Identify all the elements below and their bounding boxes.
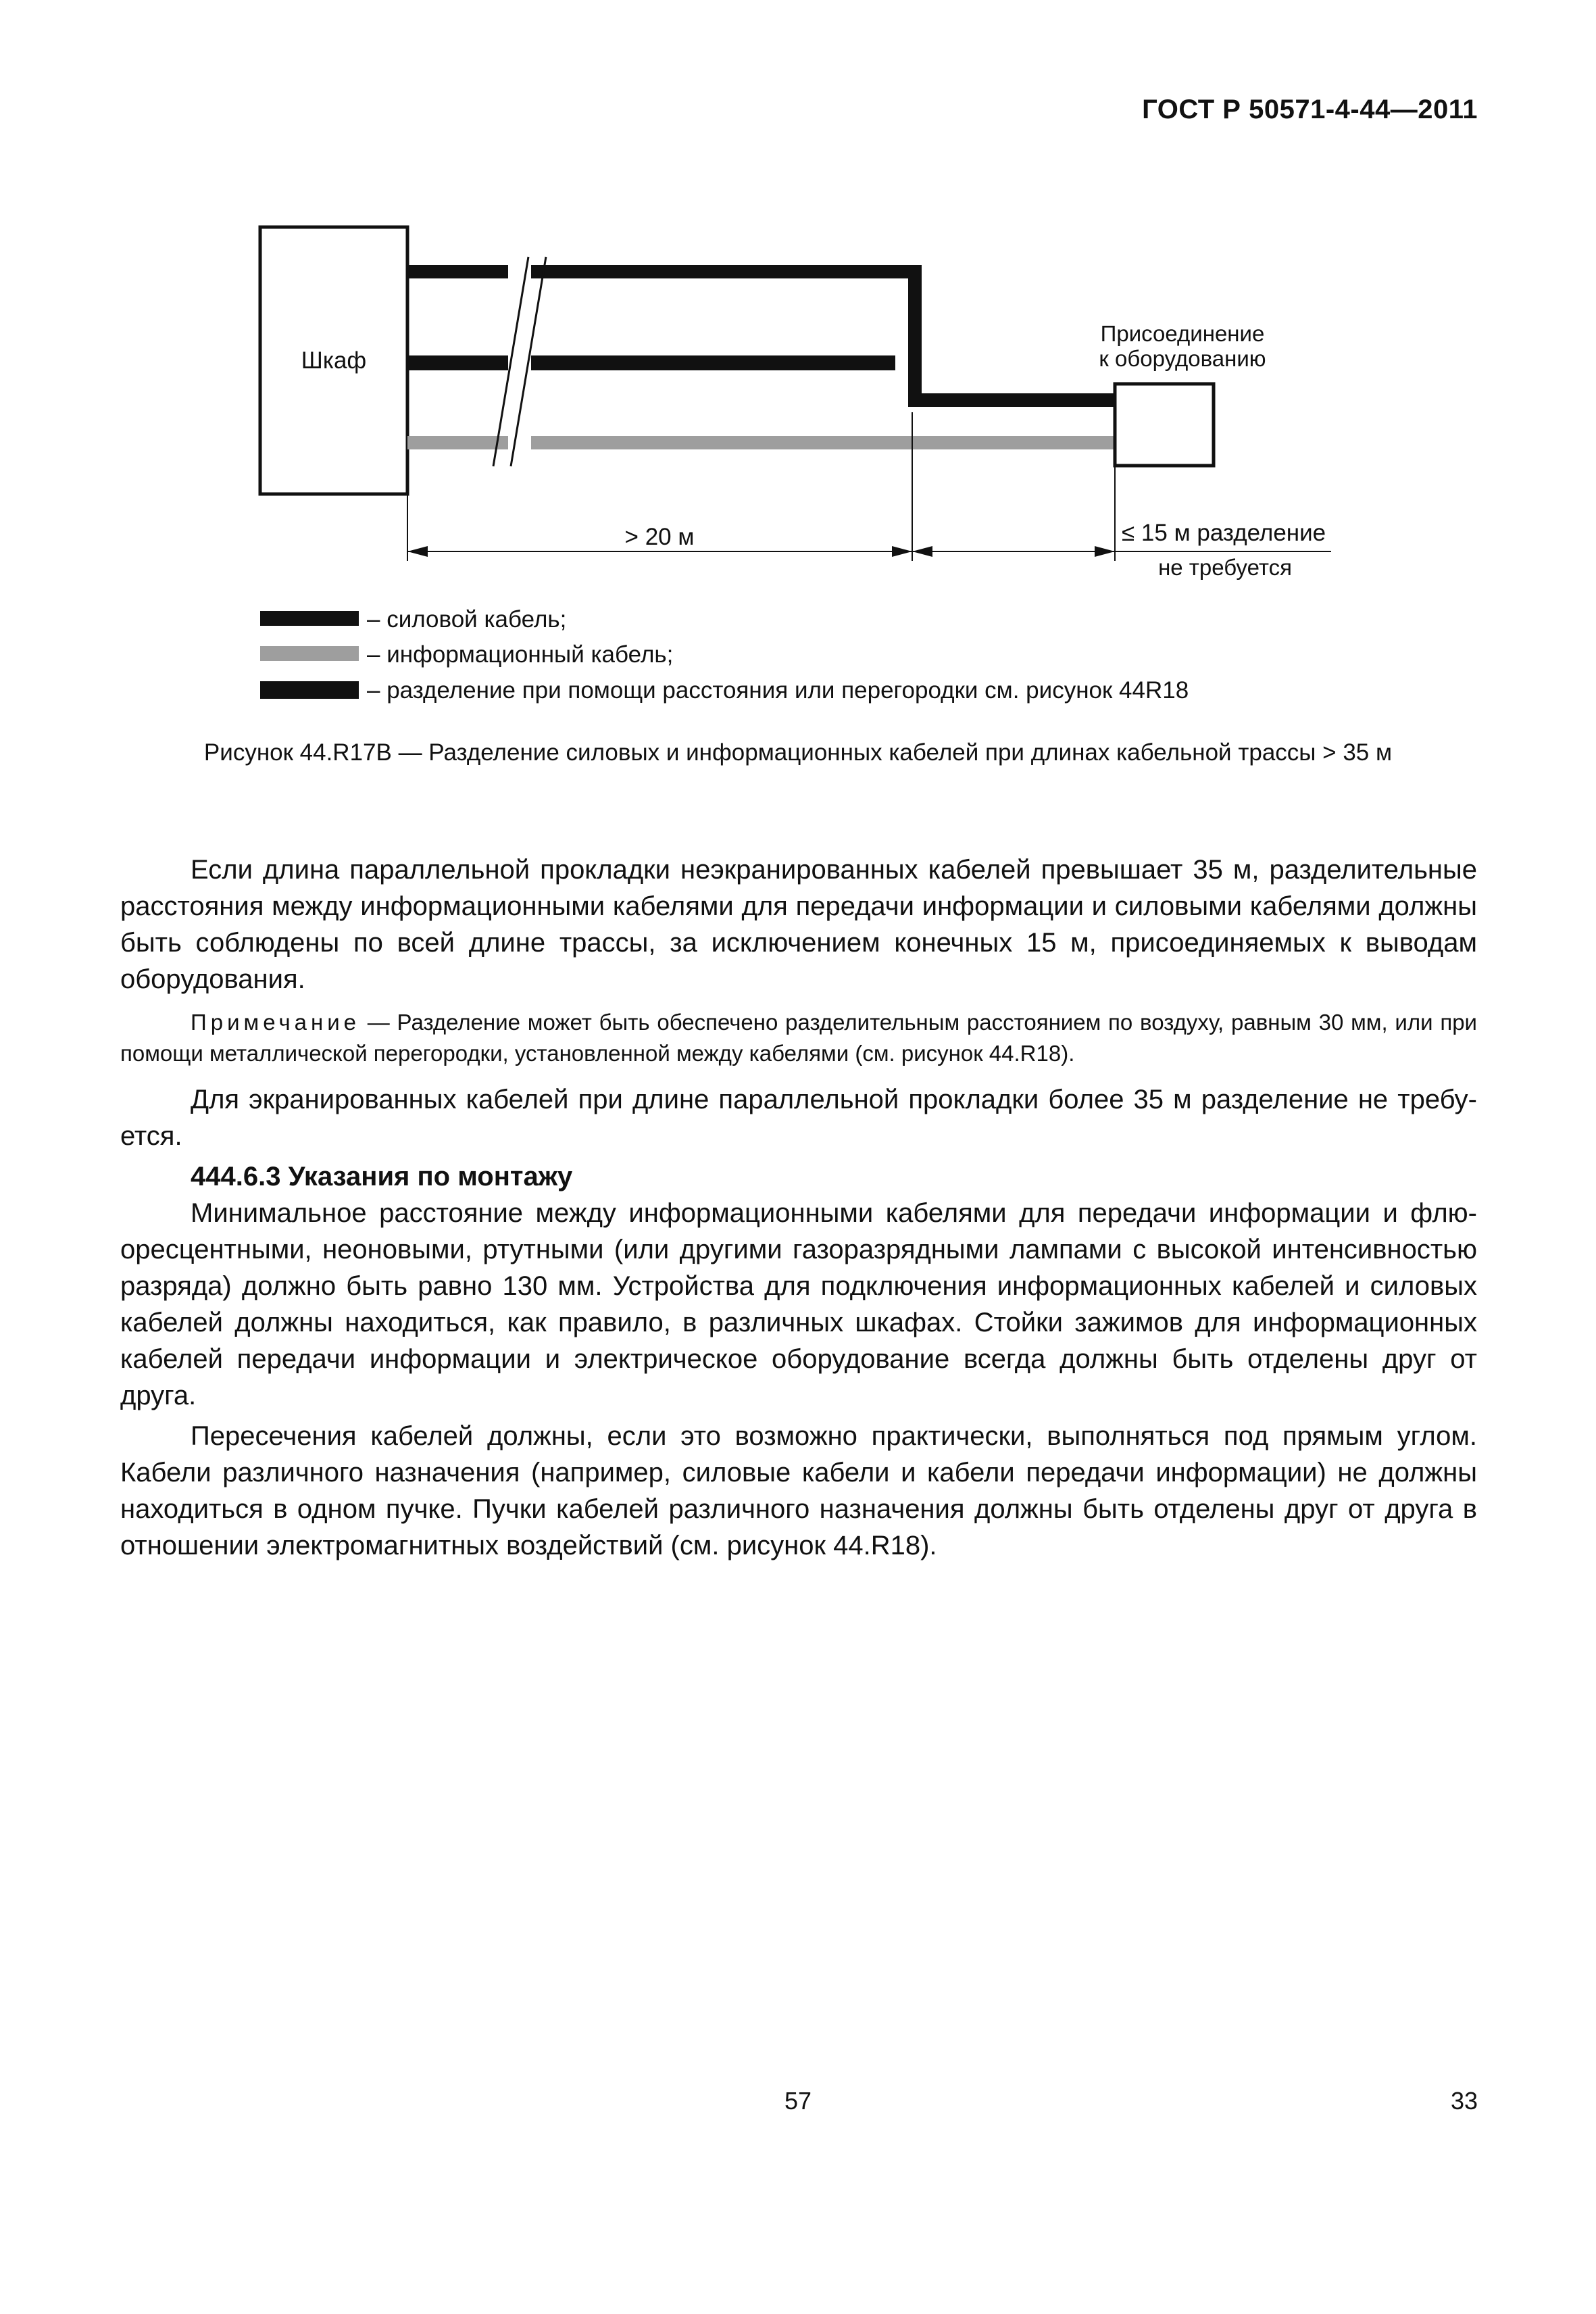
- figure-caption: Рисунок 44.R17B — Разделение силовых и информационных кабелей при длинах кабельной трассы > 35 м: [203, 739, 1393, 766]
- equipment-box: [1115, 384, 1214, 466]
- connection-label-line2: к оборудованию: [1099, 346, 1266, 371]
- legend-text-separation: – разделение при помощи расстояния или перегородки см. рисунок 44R18: [367, 677, 1189, 704]
- dimension-right-label-2: не требуется: [1158, 555, 1292, 580]
- standard-number: ГОСТ Р 50571-4-44—2011: [1142, 95, 1478, 124]
- legend-text-power: – силовой кабель;: [367, 606, 567, 633]
- section-heading: 444.6.3 Указания по монтажу: [191, 1162, 573, 1191]
- page-number-center: 57: [784, 2087, 812, 2115]
- dimension-right-label-1: ≤ 15 м разделение: [1122, 520, 1326, 546]
- legend-text-information: – информационный кабель;: [367, 641, 674, 668]
- arrow-left-start: [407, 546, 428, 557]
- note-text: — Разделение может быть обеспечено разделительным расстоянием по воздуху, равным 30 мм, или при помощи металлической перегородки, установленной между кабелями (см. рисунок 44.R18).: [120, 1010, 1477, 1066]
- main-text: [120, 852, 1477, 1568]
- paragraph-2: Для экранированных кабелей при длине параллельной прокладки более 35 м разделение не требуется.: [120, 1085, 1477, 1151]
- cable-separation-diagram: [0, 0, 1596, 797]
- paragraph-4: Пересечения кабелей должны, если это возможно практически, выполняться под прямым углом. Кабели различного назначения (например, силовые кабели и кабели передачи информации) не должны находиться в одном пучке. Пучки кабелей различного назначения должны быть отделены друг от друга в отношении электромагнитных воздействий (см. рисунок 44.R18).: [120, 1421, 1477, 1560]
- page-number-right: 33: [1450, 2087, 1478, 2115]
- dimension-left-label: > 20 м: [624, 524, 695, 550]
- arrow-left-end: [892, 546, 912, 557]
- legend-swatch-separation: [260, 681, 359, 699]
- cabinet-label: Шкаф: [301, 347, 367, 374]
- paragraph-1: Если длина параллельной прокладки неэкранированных кабелей превышает 35 м, разделительные расстояния между информационными кабелями для передачи информации и силовыми кабелями должны быть соблюдены по всей длине трассы, за исключением конечных 15 м, присоединяемых к выводам оборудования.: [120, 855, 1477, 994]
- note: [120, 1007, 1477, 1069]
- legend-swatch-information: [260, 646, 359, 661]
- connection-label-line1: Присоединение: [1100, 321, 1265, 346]
- arrow-right-end: [1095, 546, 1115, 557]
- note-label: Примечание: [191, 1010, 361, 1035]
- arrow-right-start: [912, 546, 932, 557]
- legend-swatch-power: [260, 611, 359, 626]
- paragraph-3: Минимальное расстояние между информационными кабелями для передачи информации и флюоресцентными, неоновыми, ртутными (или другими газоразрядными лампами с высокой интенсивностью разряда) должно быть равно 130 мм. Устройства для подключения информационных кабелей и силовых кабелей должны находиться, как правило, в различных шкафах. Стойки зажимов для информационных кабелей передачи информации и электрическое оборудование всегда должны быть отделены друг от друга.: [120, 1198, 1477, 1410]
